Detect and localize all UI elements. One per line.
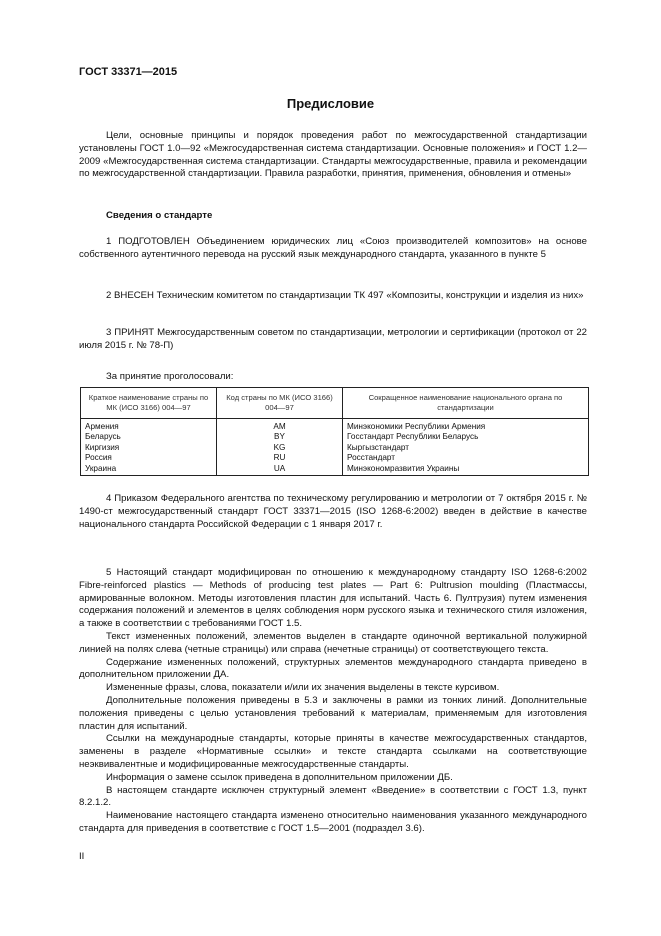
national-body-cell: Росстандарт	[343, 453, 589, 463]
country-code-cell: UA	[217, 464, 343, 476]
national-body-cell: Кыргызстандарт	[343, 443, 589, 453]
national-body-cell: Госстандарт Республики Беларусь	[343, 432, 589, 442]
references-paragraph: Ссылки на международные стандарты, которые приняты в качестве межгосударственных стандартов, заменены в разделе «Нормативные ссылки» и тексте стандарта ссылками на соответствующие неэквивалентные и модифицированные межгосударственные стандарты.	[79, 733, 587, 770]
standard-info-heading-block	[79, 210, 587, 223]
item-3-block	[79, 327, 587, 353]
country-name-cell: Россия	[81, 453, 217, 463]
item-5-paragraph: 5 Настоящий стандарт модифицирован по отношению к международному стандарту ISO 1268-6:2002 Fibre-reinforced plastics — Methods of producing test plates — Part 6: Pultrusion moulding (Пластмассы, армированные волокном. Методы изготовления пластин для испытаний. Часть 6. Пултрузия) путем изменения содержания положений и элементов в целях соблюдения норм русского языка и технического стиля изложения, а также в соответствии с требованиями ГОСТ 1.5.	[79, 567, 587, 630]
references-info-paragraph: Информация о замене ссылок приведена в дополнительном приложении ДБ.	[106, 771, 453, 783]
item-2-block	[79, 290, 587, 303]
national-body-cell: Минэкономики Республики Армения	[343, 419, 589, 433]
country-code-cell: BY	[217, 432, 343, 442]
page-title: Предисловие	[286, 96, 375, 111]
introduction-excluded-paragraph: В настоящем стандарте исключен структурный элемент «Введение» в соответствии с ГОСТ 1.3, пункт 8.2.1.2.	[79, 784, 587, 809]
table-row	[81, 432, 589, 442]
country-code-cell: RU	[217, 453, 343, 463]
table-row	[81, 419, 589, 433]
table-row	[81, 464, 589, 476]
title-changed-paragraph: Наименование настоящего стандарта изменено относительно наименования указанного международного стандарта для приведения в соответствие с ГОСТ 1.5—2001 (подраздел 3.6).	[79, 810, 587, 834]
additional-provisions-paragraph: Дополнительные положения приведены в 5.3 и заключены в рамки из тонких линий. Дополнительные положения приведены с целью установления требований к материалам, применяемым для изготовления пластин для испытаний.	[79, 694, 587, 732]
header-national-body: Сокращенное наименование национального органа по стандартизации	[343, 388, 589, 419]
country-code-cell: AM	[217, 419, 343, 433]
item-4-paragraph: 4 Приказом Федерального агентства по техническому регулированию и метрологии от 7 октября 2015 г. № 1490-ст межгосударственный стандарт ГОСТ 33371—2015 (ISO 1268-6:2002) введен в действие в качестве национального стандарта Российской Федерации с 1 января 2017 г.	[79, 493, 587, 530]
vote-table-header-row	[81, 388, 589, 419]
item-2-paragraph: 2 ВНЕСЕН Техническим комитетом по стандартизации ТК 497 «Композиты, конструкции и изделия из них»	[106, 290, 584, 301]
table-row	[81, 453, 589, 463]
item-4-block	[79, 493, 587, 531]
page-number: II	[79, 851, 85, 862]
country-code-cell: KG	[217, 443, 343, 453]
item-5-block	[79, 567, 587, 836]
country-name-cell: Беларусь	[81, 432, 217, 442]
voted-label-block	[79, 371, 587, 384]
changed-content-paragraph: Содержание измененных положений, структурных элементов международного стандарта приведено в дополнительном приложении ДА.	[79, 656, 587, 681]
item-1-block	[79, 236, 587, 262]
vote-table	[80, 387, 589, 476]
item-1-paragraph: 1 ПОДГОТОВЛЕН Объединением юридических лиц «Союз производителей композитов» на основе собственного аутентичного перевода на русский язык международного стандарта, указанного в пункте 5	[79, 236, 587, 260]
voted-label: За принятие проголосовали:	[106, 371, 234, 382]
national-body-cell: Минэкономразвития Украины	[343, 464, 589, 476]
intro-paragraph: Цели, основные принципы и порядок проведения работ по межгосударственной стандартизации установлены ГОСТ 1.0—92 «Межгосударственная система стандартизации. Основные положения» и ГОСТ 1.2—2009 «Межгосударственная система стандартизации. Стандарты межгосударственные, правила и рекомендации по межгосударственной стандартизации. Правила разработки, принятия, применения, обновления и отмены»	[79, 130, 587, 180]
country-name-cell: Армения	[81, 419, 217, 433]
header-country-name: Краткое наименование страны по МК (ИСО 3166) 004—97	[81, 388, 217, 419]
header-country-code: Код страны по МК (ИСО 3166) 004—97	[217, 388, 343, 419]
italic-changes-paragraph: Измененные фразы, слова, показатели и/или их значения выделены в тексте курсивом.	[106, 682, 500, 694]
country-name-cell: Киргизия	[81, 443, 217, 453]
intro-block	[79, 130, 587, 181]
country-name-cell: Украина	[81, 464, 217, 476]
changed-text-paragraph: Текст измененных положений, элементов выделен в стандарте одиночной вертикальной полужирной линией на полях слева (четные страницы) или справа (нечетные страницы) от соответствующего текста.	[79, 630, 587, 655]
table-row	[81, 443, 589, 453]
standard-code-header: ГОСТ 33371—2015	[79, 66, 178, 78]
standard-info-heading: Сведения о стандарте	[106, 210, 213, 221]
item-3-paragraph: 3 ПРИНЯТ Межгосударственным советом по стандартизации, метрологии и сертификации (протокол от 22 июля 2015 г. № 78-П)	[79, 327, 587, 351]
